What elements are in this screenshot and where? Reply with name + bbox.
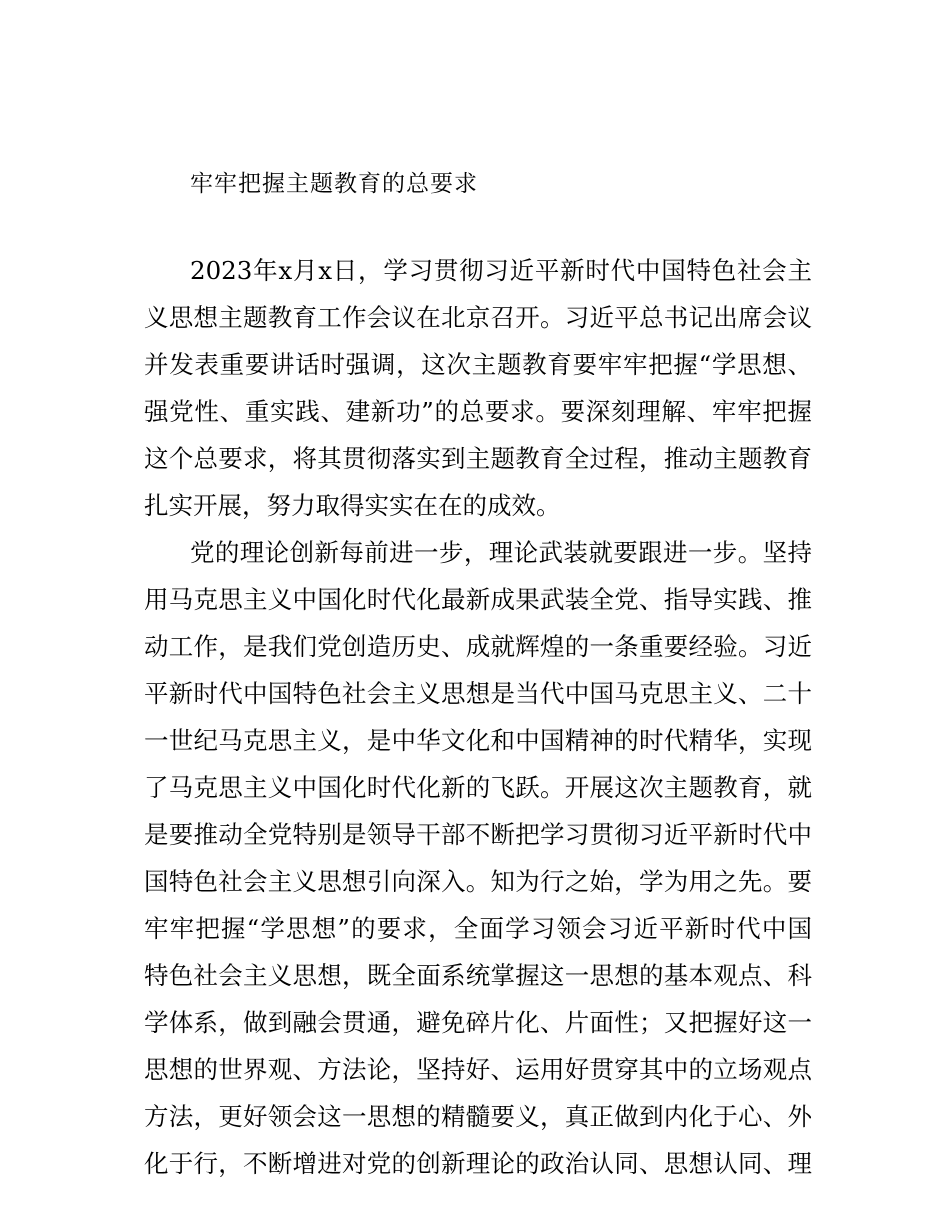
text-line: 党的理论创新每前进一步，理论武装就要跟进一步。坚持 [190, 538, 812, 567]
text-line: 2023年x月x日，学习贯彻习近平新时代中国特色社会主 [190, 256, 812, 285]
document-title: 牢牢把握主题教育的总要求 [190, 171, 478, 197]
text-line: 义思想主题教育工作会议在北京召开。习近平总书记出席会议 [144, 303, 812, 332]
text-line: 思想的世界观、方法论，坚持好、运用好贯穿其中的立场观点 [144, 1055, 812, 1084]
text-line: 这个总要求，将其贯彻落实到主题教育全过程，推动主题教育 [144, 444, 812, 473]
text-line: 牢牢把握“学思想”的要求，全面学习领会习近平新时代中国 [144, 914, 812, 943]
text-line: 国特色社会主义思想引向深入。知为行之始，学为用之先。要 [144, 867, 812, 896]
text-line: 一世纪马克思主义，是中华文化和中国精神的时代精华，实现 [144, 726, 812, 755]
text-line: 方法，更好领会这一思想的精髓要义，真正做到内化于心、外 [144, 1102, 812, 1131]
document-body [144, 247, 812, 1187]
text-line: 学体系，做到融会贯通，避免碎片化、片面性；又把握好这一 [144, 1008, 812, 1037]
text-line: 了马克思主义中国化时代化新的飞跃。开展这次主题教育，就 [144, 773, 812, 802]
text-line: 特色社会主义思想，既全面系统掌握这一思想的基本观点、科 [144, 961, 812, 990]
text-line: 扎实开展，努力取得实实在在的成效。 [144, 491, 561, 520]
text-line: 化于行，不断增进对党的创新理论的政治认同、思想认同、理 [144, 1149, 812, 1178]
text-line: 动工作，是我们党创造历史、成就辉煌的一条重要经验。习近 [144, 632, 812, 661]
text-line: 用马克思主义中国化时代化最新成果武装全党、指导实践、推 [144, 585, 812, 614]
text-line: 平新时代中国特色社会主义思想是当代中国马克思主义、二十 [144, 679, 812, 708]
text-line: 是要推动全党特别是领导干部不断把学习贯彻习近平新时代中 [144, 820, 812, 849]
text-line: 强党性、重实践、建新功”的总要求。要深刻理解、牢牢把握 [144, 397, 812, 426]
text-line: 并发表重要讲话时强调，这次主题教育要牢牢把握“学思想、 [144, 350, 812, 379]
